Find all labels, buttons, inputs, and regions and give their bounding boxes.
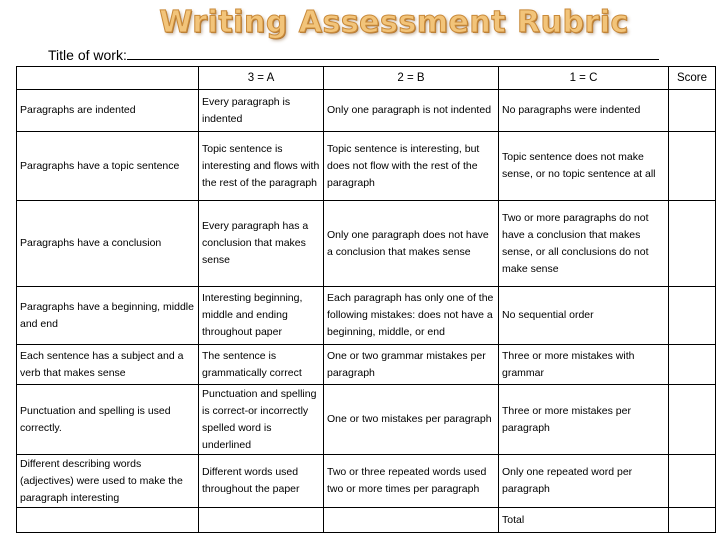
table-row	[17, 90, 716, 132]
grade-c-cell: Three or more mistakes with grammar	[499, 345, 669, 385]
score-cell[interactable]	[669, 455, 716, 508]
rubric-table	[16, 66, 716, 533]
grade-a-cell: Interesting beginning, middle and ending throughout paper	[199, 287, 324, 345]
total-row	[17, 508, 716, 533]
header-grade-a: 3 = A	[199, 67, 324, 90]
header-criterion	[17, 67, 199, 90]
header-row	[17, 67, 716, 90]
grade-c-cell: Topic sentence does not make sense, or no topic sentence at all	[499, 132, 669, 201]
header-grade-c: 1 = C	[499, 67, 669, 90]
grade-a-cell: Topic sentence is interesting and flows with the rest of the paragraph	[199, 132, 324, 201]
page-title: Writing Assessment Rubric	[159, 5, 629, 40]
total-blank-cell	[17, 508, 199, 533]
total-score-cell[interactable]	[669, 508, 716, 533]
grade-a-cell: Different words used throughout the paper	[199, 455, 324, 508]
header-grade-b: 2 = B	[324, 67, 499, 90]
table-row	[17, 132, 716, 201]
criterion-cell: Paragraphs have a conclusion	[17, 201, 199, 287]
table-row	[17, 385, 716, 455]
grade-c-cell: Two or more paragraphs do not have a conclusion that makes sense, or all conclusions do not make sense	[499, 201, 669, 287]
title-of-work-line	[48, 45, 659, 64]
criterion-cell: Paragraphs are indented	[17, 90, 199, 132]
grade-a-cell: The sentence is grammatically correct	[199, 345, 324, 385]
grade-a-cell: Every paragraph has a conclusion that makes sense	[199, 201, 324, 287]
title-of-work-blank	[127, 45, 659, 60]
score-cell[interactable]	[669, 345, 716, 385]
table-row	[17, 345, 716, 385]
criterion-cell: Paragraphs have a topic sentence	[17, 132, 199, 201]
total-blank-cell	[324, 508, 499, 533]
score-cell[interactable]	[669, 287, 716, 345]
grade-c-cell: No paragraphs were indented	[499, 90, 669, 132]
criterion-cell: Punctuation and spelling is used correctly.	[17, 385, 199, 455]
grade-b-cell: Two or three repeated words used two or more times per paragraph	[324, 455, 499, 508]
total-label: Total	[499, 508, 669, 533]
grade-c-cell: Three or more mistakes per paragraph	[499, 385, 669, 455]
score-cell[interactable]	[669, 201, 716, 287]
grade-b-cell: Only one paragraph is not indented	[324, 90, 499, 132]
table-row	[17, 201, 716, 287]
grade-c-cell: Only one repeated word per paragraph	[499, 455, 669, 508]
header-score: Score	[669, 67, 716, 90]
table-row	[17, 455, 716, 508]
criterion-cell: Different describing words (adjectives) were used to make the paragraph interesting	[17, 455, 199, 508]
grade-c-cell: No sequential order	[499, 287, 669, 345]
grade-b-cell: One or two grammar mistakes per paragraph	[324, 345, 499, 385]
grade-b-cell: Only one paragraph does not have a conclusion that makes sense	[324, 201, 499, 287]
criterion-cell: Paragraphs have a beginning, middle and end	[17, 287, 199, 345]
table-row	[17, 287, 716, 345]
grade-b-cell: One or two mistakes per paragraph	[324, 385, 499, 455]
title-of-work-label: Title of work:	[48, 47, 127, 63]
score-cell[interactable]	[669, 132, 716, 201]
grade-b-cell: Topic sentence is interesting, but does not flow with the rest of the paragraph	[324, 132, 499, 201]
criterion-cell: Each sentence has a subject and a verb that makes sense	[17, 345, 199, 385]
score-cell[interactable]	[669, 90, 716, 132]
score-cell[interactable]	[669, 385, 716, 455]
grade-a-cell: Punctuation and spelling is correct-or incorrectly spelled word is underlined	[199, 385, 324, 455]
grade-a-cell: Every paragraph is indented	[199, 90, 324, 132]
total-blank-cell	[199, 508, 324, 533]
grade-b-cell: Each paragraph has only one of the following mistakes: does not have a beginning, middle, or end	[324, 287, 499, 345]
